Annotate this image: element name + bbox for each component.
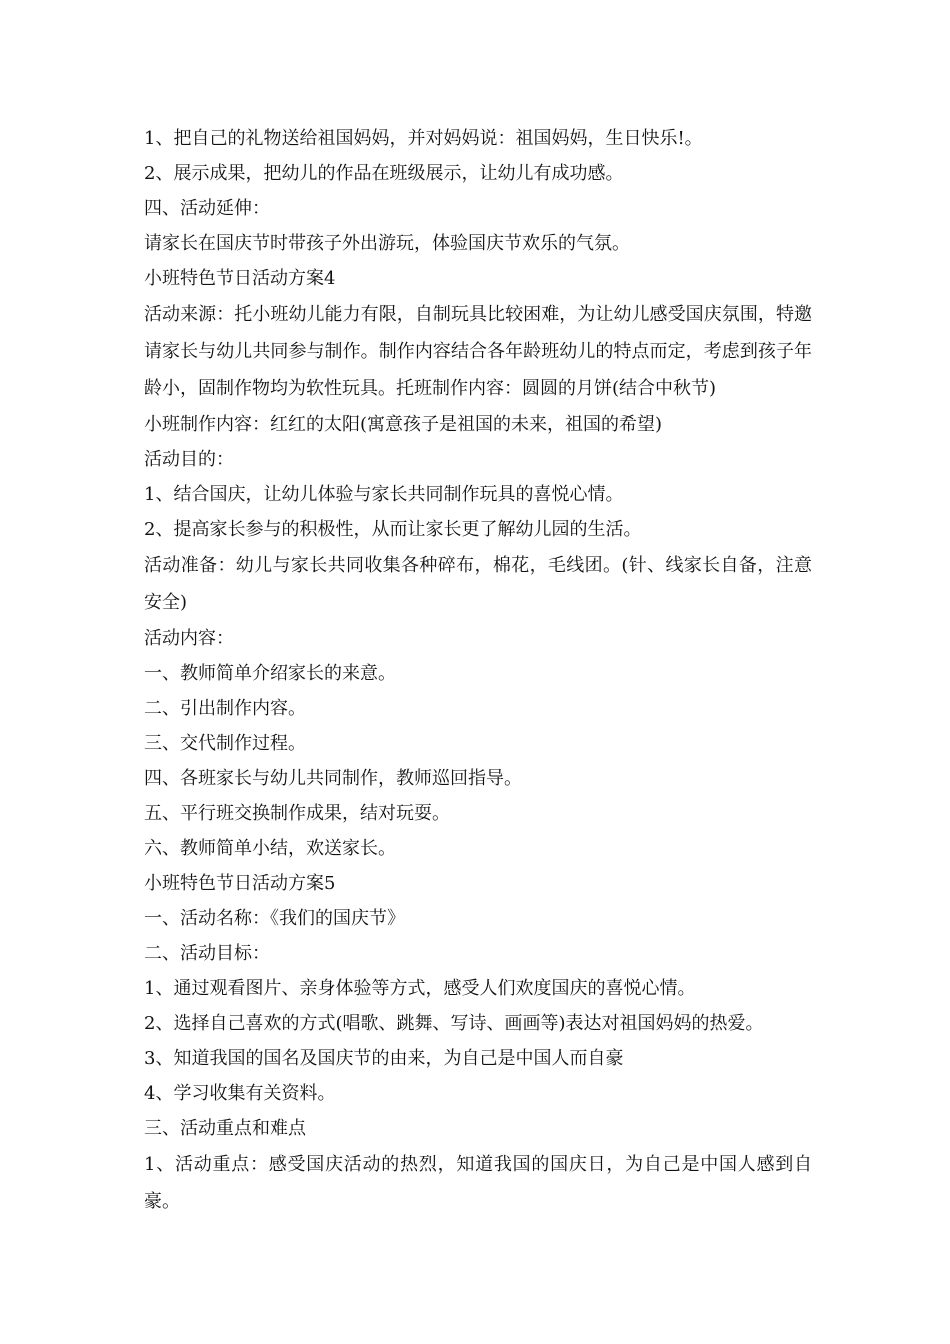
text-line: 五、平行班交换制作成果，结对玩耍。 bbox=[144, 803, 450, 824]
section-heading: 小班特色节日活动方案5 bbox=[144, 873, 336, 894]
text-line: 二、引出制作内容。 bbox=[144, 698, 306, 719]
text-line: 1、把自己的礼物送给祖国妈妈，并对妈妈说：祖国妈妈，生日快乐!。 bbox=[144, 128, 703, 149]
document-body bbox=[144, 121, 812, 1220]
activity-source-paragraph: 活动来源：托小班幼儿能力有限，自制玩具比较困难，为让幼儿感受国庆氛围，特邀请家长与幼儿共同参与制作。制作内容结合各年龄班幼儿的特点而定，考虑到孩子年龄小，固制作物均为软性玩具。托班制作内容：圆圆的月饼(结合中秋节) bbox=[144, 304, 812, 399]
text-line: 四、活动延伸： bbox=[144, 198, 270, 219]
text-line: 一、教师简单介绍家长的来意。 bbox=[144, 663, 396, 684]
activity-prep-paragraph: 活动准备：幼儿与家长共同收集各种碎布，棉花，毛线团。(针、线家长自备，注意安全) bbox=[144, 555, 812, 613]
text-line: 六、教师简单小结，欢送家长。 bbox=[144, 838, 396, 859]
text-line: 三、交代制作过程。 bbox=[144, 733, 306, 754]
text-line: 1、结合国庆，让幼儿体验与家长共同制作玩具的喜悦心情。 bbox=[144, 484, 624, 505]
text-line: 二、活动目标： bbox=[144, 943, 270, 964]
text-line: 2、展示成果，把幼儿的作品在班级展示，让幼儿有成功感。 bbox=[144, 163, 624, 184]
text-line: 2、选择自己喜欢的方式(唱歌、跳舞、写诗、画画等)表达对祖国妈妈的热爱。 bbox=[144, 1013, 764, 1034]
activity-focus-paragraph: 1、活动重点：感受国庆活动的热烈，知道我国的国庆日，为自己是中国人感到自豪。 bbox=[144, 1154, 812, 1212]
text-line: 小班制作内容：红红的太阳(寓意孩子是祖国的未来，祖国的希望) bbox=[144, 414, 663, 435]
text-line: 四、各班家长与幼儿共同制作，教师巡回指导。 bbox=[144, 768, 522, 789]
text-line: 4、学习收集有关资料。 bbox=[144, 1083, 336, 1104]
text-line: 请家长在国庆节时带孩子外出游玩，体验国庆节欢乐的气氛。 bbox=[144, 233, 630, 254]
text-line: 活动内容： bbox=[144, 628, 234, 649]
text-line: 2、提高家长参与的积极性，从而让家长更了解幼儿园的生活。 bbox=[144, 519, 642, 540]
text-line: 3、知道我国的国名及国庆节的由来，为自己是中国人而自豪 bbox=[144, 1048, 624, 1069]
text-line: 一、活动名称：《我们的国庆节》 bbox=[144, 908, 405, 929]
text-line: 三、活动重点和难点 bbox=[144, 1118, 306, 1139]
text-line: 活动目的： bbox=[144, 449, 234, 470]
section-heading: 小班特色节日活动方案4 bbox=[144, 268, 336, 289]
text-line: 1、通过观看图片、亲身体验等方式，感受人们欢度国庆的喜悦心情。 bbox=[144, 978, 696, 999]
